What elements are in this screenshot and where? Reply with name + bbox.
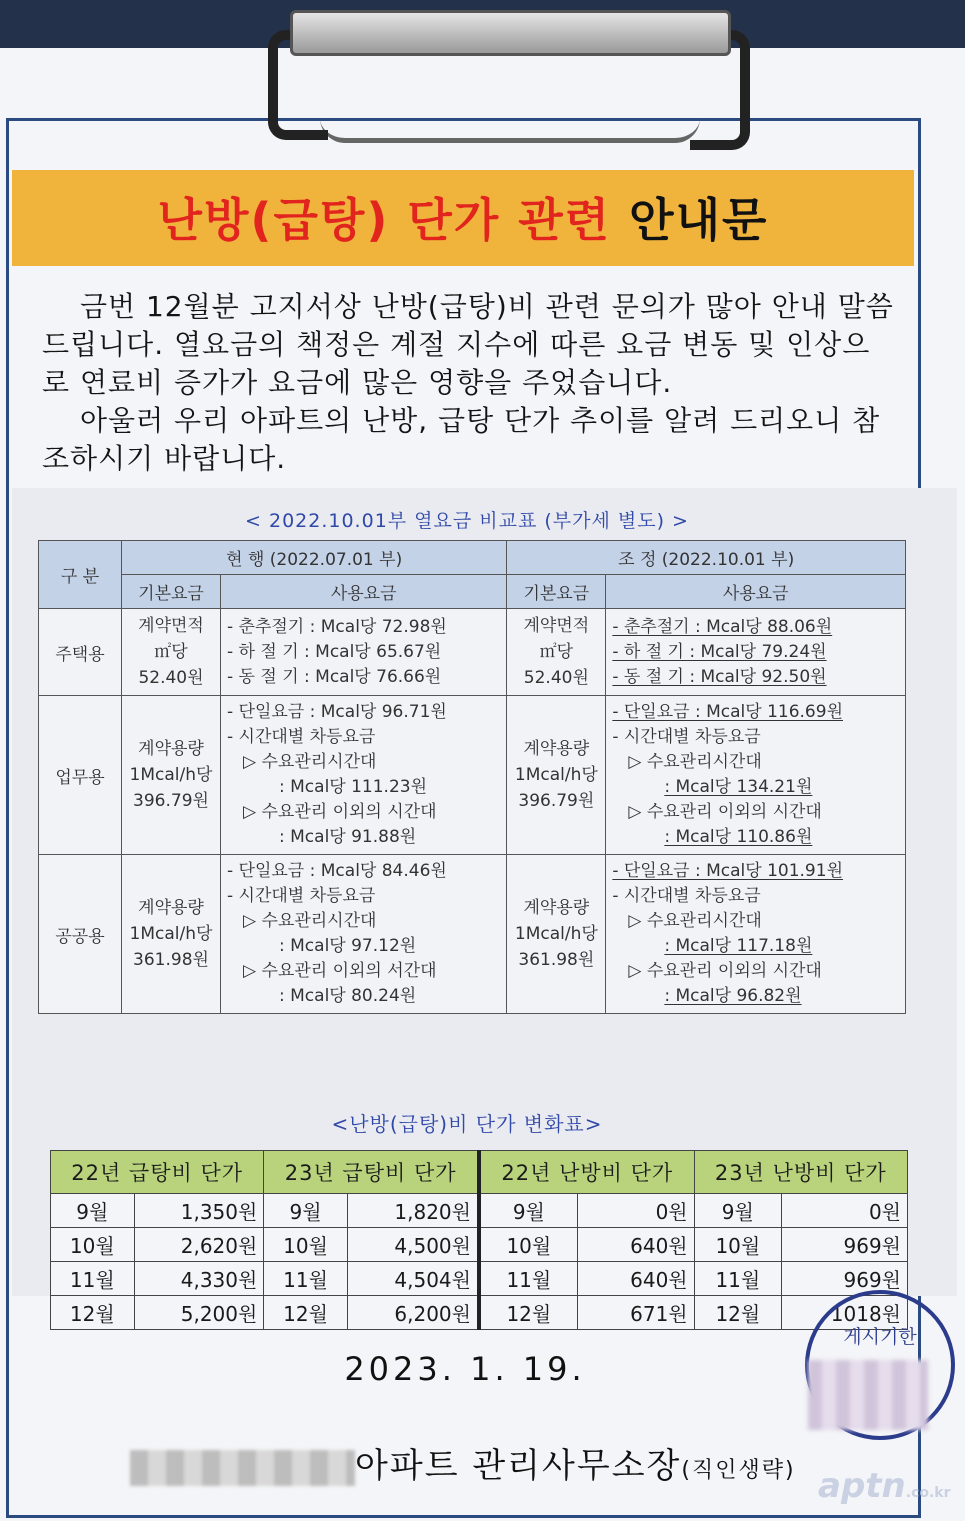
usage-line: : Mcal당 110.86원 <box>664 827 813 847</box>
month-cell: 12월 <box>51 1296 135 1330</box>
base-line: 1Mcal/h당 <box>129 765 213 785</box>
adjusted-usage-fee <box>606 855 906 1014</box>
intro-paragraph-2: 아울러 우리 아파트의 난방, 급탕 단가 추이를 알려 드리오니 참조하시기 바랍니다. <box>42 404 881 475</box>
month-cell: 9월 <box>694 1194 781 1228</box>
base-line: ㎡당 <box>539 642 574 662</box>
header-22-hotwater: 22년 급탕비 단가 <box>51 1151 264 1194</box>
base-line: ㎡당 <box>154 642 188 662</box>
adjusted-base-fee <box>507 609 606 696</box>
watermark <box>818 1466 951 1506</box>
current-base-fee <box>122 696 221 855</box>
month-cell: 10월 <box>264 1228 348 1262</box>
usage-line: : Mcal당 117.18원 <box>664 936 813 956</box>
base-line: 52.40원 <box>138 668 204 688</box>
usage-line: : Mcal당 97.12원 <box>279 936 417 956</box>
price-cell: 640원 <box>577 1228 694 1262</box>
rate-comparison-table <box>38 540 906 1014</box>
watermark-text: aptn <box>818 1466 906 1506</box>
base-line: 396.79원 <box>518 791 595 811</box>
seal-note: (직인생략) <box>681 1458 796 1483</box>
month-cell: 12월 <box>479 1296 577 1330</box>
adjusted-usage-fee <box>606 609 906 696</box>
price-cell: 6,200원 <box>347 1296 479 1330</box>
table-row <box>39 855 906 1014</box>
table-row <box>51 1296 908 1330</box>
header-23-hotwater: 23년 급탕비 단가 <box>264 1151 479 1194</box>
price-cell: 4,504원 <box>347 1262 479 1296</box>
base-line: 52.40원 <box>523 668 589 688</box>
month-cell: 11월 <box>694 1262 781 1296</box>
header-base-current: 기본요금 <box>122 575 221 609</box>
notice-title <box>12 184 914 250</box>
adjusted-base-fee <box>507 855 606 1014</box>
usage-line: ▷ 수요관리 이외의 서간대 <box>243 961 437 981</box>
month-cell: 11월 <box>51 1262 135 1296</box>
base-line: 계약용량 <box>138 898 204 918</box>
price-cell: 2,620원 <box>134 1228 264 1262</box>
base-line: 361.98원 <box>133 950 209 970</box>
title-black: 안내문 <box>629 193 769 247</box>
header-category: 구 분 <box>39 541 122 609</box>
base-line: 361.98원 <box>518 950 595 970</box>
usage-line: - 시간대별 차등요금 <box>612 727 761 747</box>
month-cell: 9월 <box>51 1194 135 1228</box>
month-cell: 12월 <box>694 1296 781 1330</box>
usage-line: - 단일요금 : Mcal당 96.71원 <box>227 702 447 722</box>
usage-line: ▷ 수요관리 이외의 시간대 <box>628 961 822 981</box>
adjusted-base-fee <box>507 696 606 855</box>
current-base-fee <box>122 855 221 1014</box>
month-cell: 12월 <box>264 1296 348 1330</box>
clip-handle <box>290 10 731 56</box>
intro-text <box>42 288 897 478</box>
header-22-heating: 22년 난방비 단가 <box>479 1151 694 1194</box>
usage-line: : Mcal당 96.82원 <box>664 986 802 1006</box>
usage-line: : Mcal당 91.88원 <box>279 827 417 847</box>
usage-line: - 춘추절기 : Mcal당 88.06원 <box>612 616 833 637</box>
usage-line: : Mcal당 134.21원 <box>664 777 813 797</box>
price-cell: 1,350원 <box>134 1194 264 1228</box>
current-usage-fee <box>221 609 507 696</box>
row-category: 업무용 <box>39 696 122 855</box>
row-category: 주택용 <box>39 609 122 696</box>
base-line: 1Mcal/h당 <box>129 924 213 944</box>
month-cell: 11월 <box>264 1262 348 1296</box>
header-current: 현 행 (2022.07.01 부) <box>122 541 507 575</box>
price-cell: 1,820원 <box>347 1194 479 1228</box>
month-cell: 10월 <box>694 1228 781 1262</box>
price-cell: 5,200원 <box>134 1296 264 1330</box>
price-cell: 4,330원 <box>134 1262 264 1296</box>
base-line: 계약면적 <box>138 616 204 636</box>
current-usage-fee <box>221 696 507 855</box>
usage-line: - 단일요금 : Mcal당 116.69원 <box>612 702 843 722</box>
comparison-caption: < 2022.10.01부 열요금 비교표 (부가세 별도) > <box>245 510 689 532</box>
usage-line: - 동 절 기 : Mcal당 76.66원 <box>227 666 442 687</box>
price-cell: 671원 <box>577 1296 694 1330</box>
row-category: 공공용 <box>39 855 122 1014</box>
signer-title: 아파트 관리사무소장 <box>355 1446 682 1486</box>
header-usage-adjusted: 사용요금 <box>606 575 906 609</box>
base-line: 계약용량 <box>523 898 590 918</box>
redacted-apartment-name <box>130 1450 355 1486</box>
base-line: 계약용량 <box>523 739 590 759</box>
base-line: 1Mcal/h당 <box>514 924 598 944</box>
adjusted-usage-fee <box>606 696 906 855</box>
usage-line: : Mcal당 111.23원 <box>279 777 428 797</box>
notice-date: 2023. 1. 19. <box>344 1350 586 1388</box>
base-line: 계약면적 <box>523 616 590 636</box>
price-cell: 969원 <box>782 1228 908 1262</box>
current-usage-fee <box>221 855 507 1014</box>
usage-line: ▷ 수요관리 이외의 시간대 <box>243 802 437 822</box>
base-line: 1Mcal/h당 <box>514 765 598 785</box>
base-line: 396.79원 <box>133 791 209 811</box>
usage-line: - 춘추절기 : Mcal당 72.98원 <box>227 616 447 637</box>
usage-line: - 단일요금 : Mcal당 101.91원 <box>612 861 843 881</box>
title-red: 난방(급탕) 단가 관련 <box>157 193 612 247</box>
price-cell: 0원 <box>782 1194 908 1228</box>
usage-line: : Mcal당 80.24원 <box>279 986 417 1006</box>
clip-wire <box>320 118 700 143</box>
price-cell: 969원 <box>782 1262 908 1296</box>
table-row <box>39 696 906 855</box>
base-line: 계약용량 <box>138 739 204 759</box>
usage-line: - 시간대별 차등요금 <box>227 727 376 747</box>
table-row <box>39 609 906 696</box>
signer-line <box>130 1438 890 1487</box>
watermark-suffix: .co.kr <box>905 1485 951 1501</box>
header-usage-current: 사용요금 <box>221 575 507 609</box>
usage-line: - 동 절 기 : Mcal당 92.50원 <box>612 666 827 687</box>
usage-line: - 하 절 기 : Mcal당 65.67원 <box>227 641 442 662</box>
month-cell: 10월 <box>479 1228 577 1262</box>
month-cell: 10월 <box>51 1228 135 1262</box>
price-cell: 0원 <box>577 1194 694 1228</box>
usage-line: ▷ 수요관리 이외의 시간대 <box>628 802 822 822</box>
table-row <box>51 1228 908 1262</box>
price-change-table <box>50 1150 908 1330</box>
usage-line: ▷ 수요관리시간대 <box>243 911 377 931</box>
stamp-label: 게시기한 <box>843 1326 917 1348</box>
price-cell: 640원 <box>577 1262 694 1296</box>
usage-line: - 시간대별 차등요금 <box>612 886 761 906</box>
month-cell: 11월 <box>479 1262 577 1296</box>
current-base-fee <box>122 609 221 696</box>
usage-line: ▷ 수요관리시간대 <box>628 752 762 772</box>
month-cell: 9월 <box>479 1194 577 1228</box>
table-row <box>51 1262 908 1296</box>
price-cell: 4,500원 <box>347 1228 479 1262</box>
usage-line: ▷ 수요관리시간대 <box>243 752 377 772</box>
header-adjusted: 조 정 (2022.10.01 부) <box>507 541 906 575</box>
table-row <box>51 1194 908 1228</box>
price-cell: 1018원 <box>782 1296 908 1330</box>
header-base-adjusted: 기본요금 <box>507 575 606 609</box>
usage-line: - 시간대별 차등요금 <box>227 886 376 906</box>
month-cell: 9월 <box>264 1194 348 1228</box>
header-23-heating: 23년 난방비 단가 <box>694 1151 907 1194</box>
intro-paragraph-1: 금번 12월분 고지서상 난방(급탕)비 관련 문의가 많아 안내 말씀드립니다. 열요금의 책정은 계절 지수에 따른 요금 변동 및 인상으로 연료비 증가가 요금에 많은 영향을 주었습니다. <box>42 290 894 399</box>
usage-line: - 하 절 기 : Mcal당 79.24원 <box>612 641 827 662</box>
usage-line: ▷ 수요관리시간대 <box>628 911 762 931</box>
price-change-caption: <난방(급탕)비 단가 변화표> <box>331 1112 603 1136</box>
usage-line: - 단일요금 : Mcal당 84.46원 <box>227 861 447 881</box>
